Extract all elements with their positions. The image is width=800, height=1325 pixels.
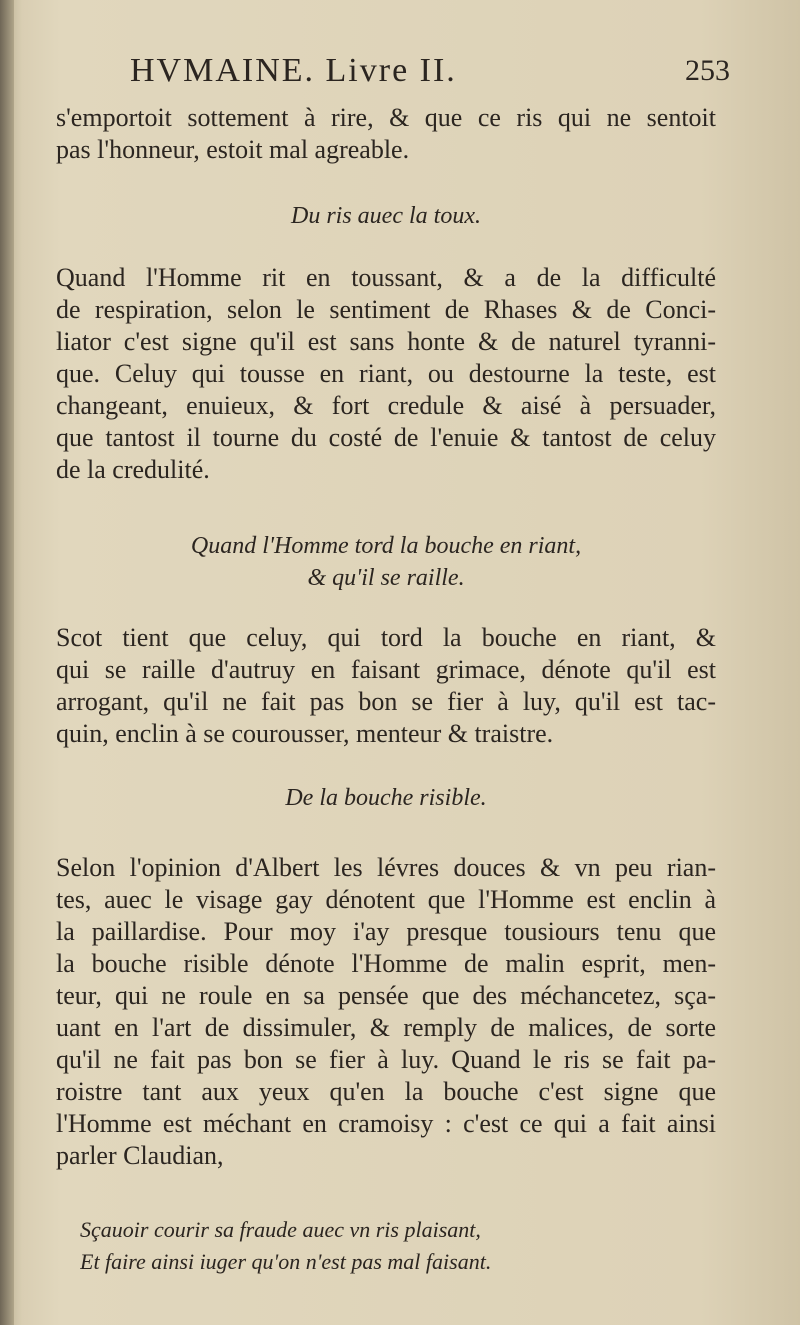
verse-line: Et faire ainsi iuger qu'on n'est pas mal faisant. [80,1249,492,1274]
section-heading: Du ris auec la toux. [291,203,481,229]
text-line: parler Claudian, [56,1141,224,1170]
text-line: la bouche risible dénote l'Homme de malin esprit, men- [56,949,716,978]
section-heading: De la bouche risible. [285,785,487,811]
text-line: liator c'est signe qu'il est sans honte & de naturel tyranni- [56,327,716,356]
running-head: HVMAINE. Livre II. [130,52,457,89]
text-line: l'Homme est méchant en cramoisy : c'est ce qui a fait ainsi [56,1109,716,1138]
page-header [90,52,730,96]
verse-line: Sçauoir courir sa fraude auec vn ris plaisant, [80,1217,481,1242]
text-line: Scot tient que celuy, qui tord la bouche en riant, & [56,623,716,652]
binding-gutter [0,0,14,1325]
text-line: teur, qui ne roule en sa pensée que des méchancetez, sça- [56,981,716,1010]
text-line: quin, enclin à se courousser, menteur & traistre. [56,719,554,748]
text-line: que. Celuy qui tousse en riant, ou destourne la teste, est [56,359,716,388]
text-line: arrogant, qu'il ne fait pas bon se fier à luy, qu'il est tac- [56,687,716,716]
text-line: s'emportoit sottement à rire, & que ce ris qui ne sentoit [56,103,716,132]
verse-quotation [80,1214,640,1278]
text-line: pas l'honneur, estoit mal agreable. [56,135,410,164]
text-line: la paillardise. Pour moy i'ay presque tousiours tenu que [56,917,716,946]
text-line: qu'il ne fait pas bon se fier à luy. Quand le ris se fait pa- [56,1045,716,1074]
text-line: qui se raille d'autruy en faisant grimace, dénote qu'il est [56,655,716,684]
text-line: tes, auec le visage gay dénotent que l'Homme est enclin à [56,885,716,914]
section-heading: Quand l'Homme tord la bouche en riant, & qu'il se raille. [190,533,582,591]
text-line: changeant, enuieux, & fort credule & aisé à persuader, [56,391,716,420]
text-line: de respiration, selon le sentiment de Rhases & de Conci- [56,295,716,324]
section-paragraph [56,852,716,1172]
text-line: uant en l'art de dissimuler, & remply de malices, de sorte [56,1013,716,1042]
text-line: Quand l'Homme rit en toussant, & a de la difficulté [56,263,716,292]
text-line: roistre tant aux yeux qu'en la bouche c'est signe que [56,1077,716,1106]
page-number: 253 [685,54,730,87]
section-paragraph [56,262,716,486]
text-line: que tantost il tourne du costé de l'enuie & tantost de celuy [56,423,716,452]
section-paragraph [56,622,716,750]
text-line: de la credulité. [56,455,210,484]
text-line: Selon l'opinion d'Albert les lévres douces & vn peu rian- [56,853,716,882]
intro-paragraph [56,102,716,166]
